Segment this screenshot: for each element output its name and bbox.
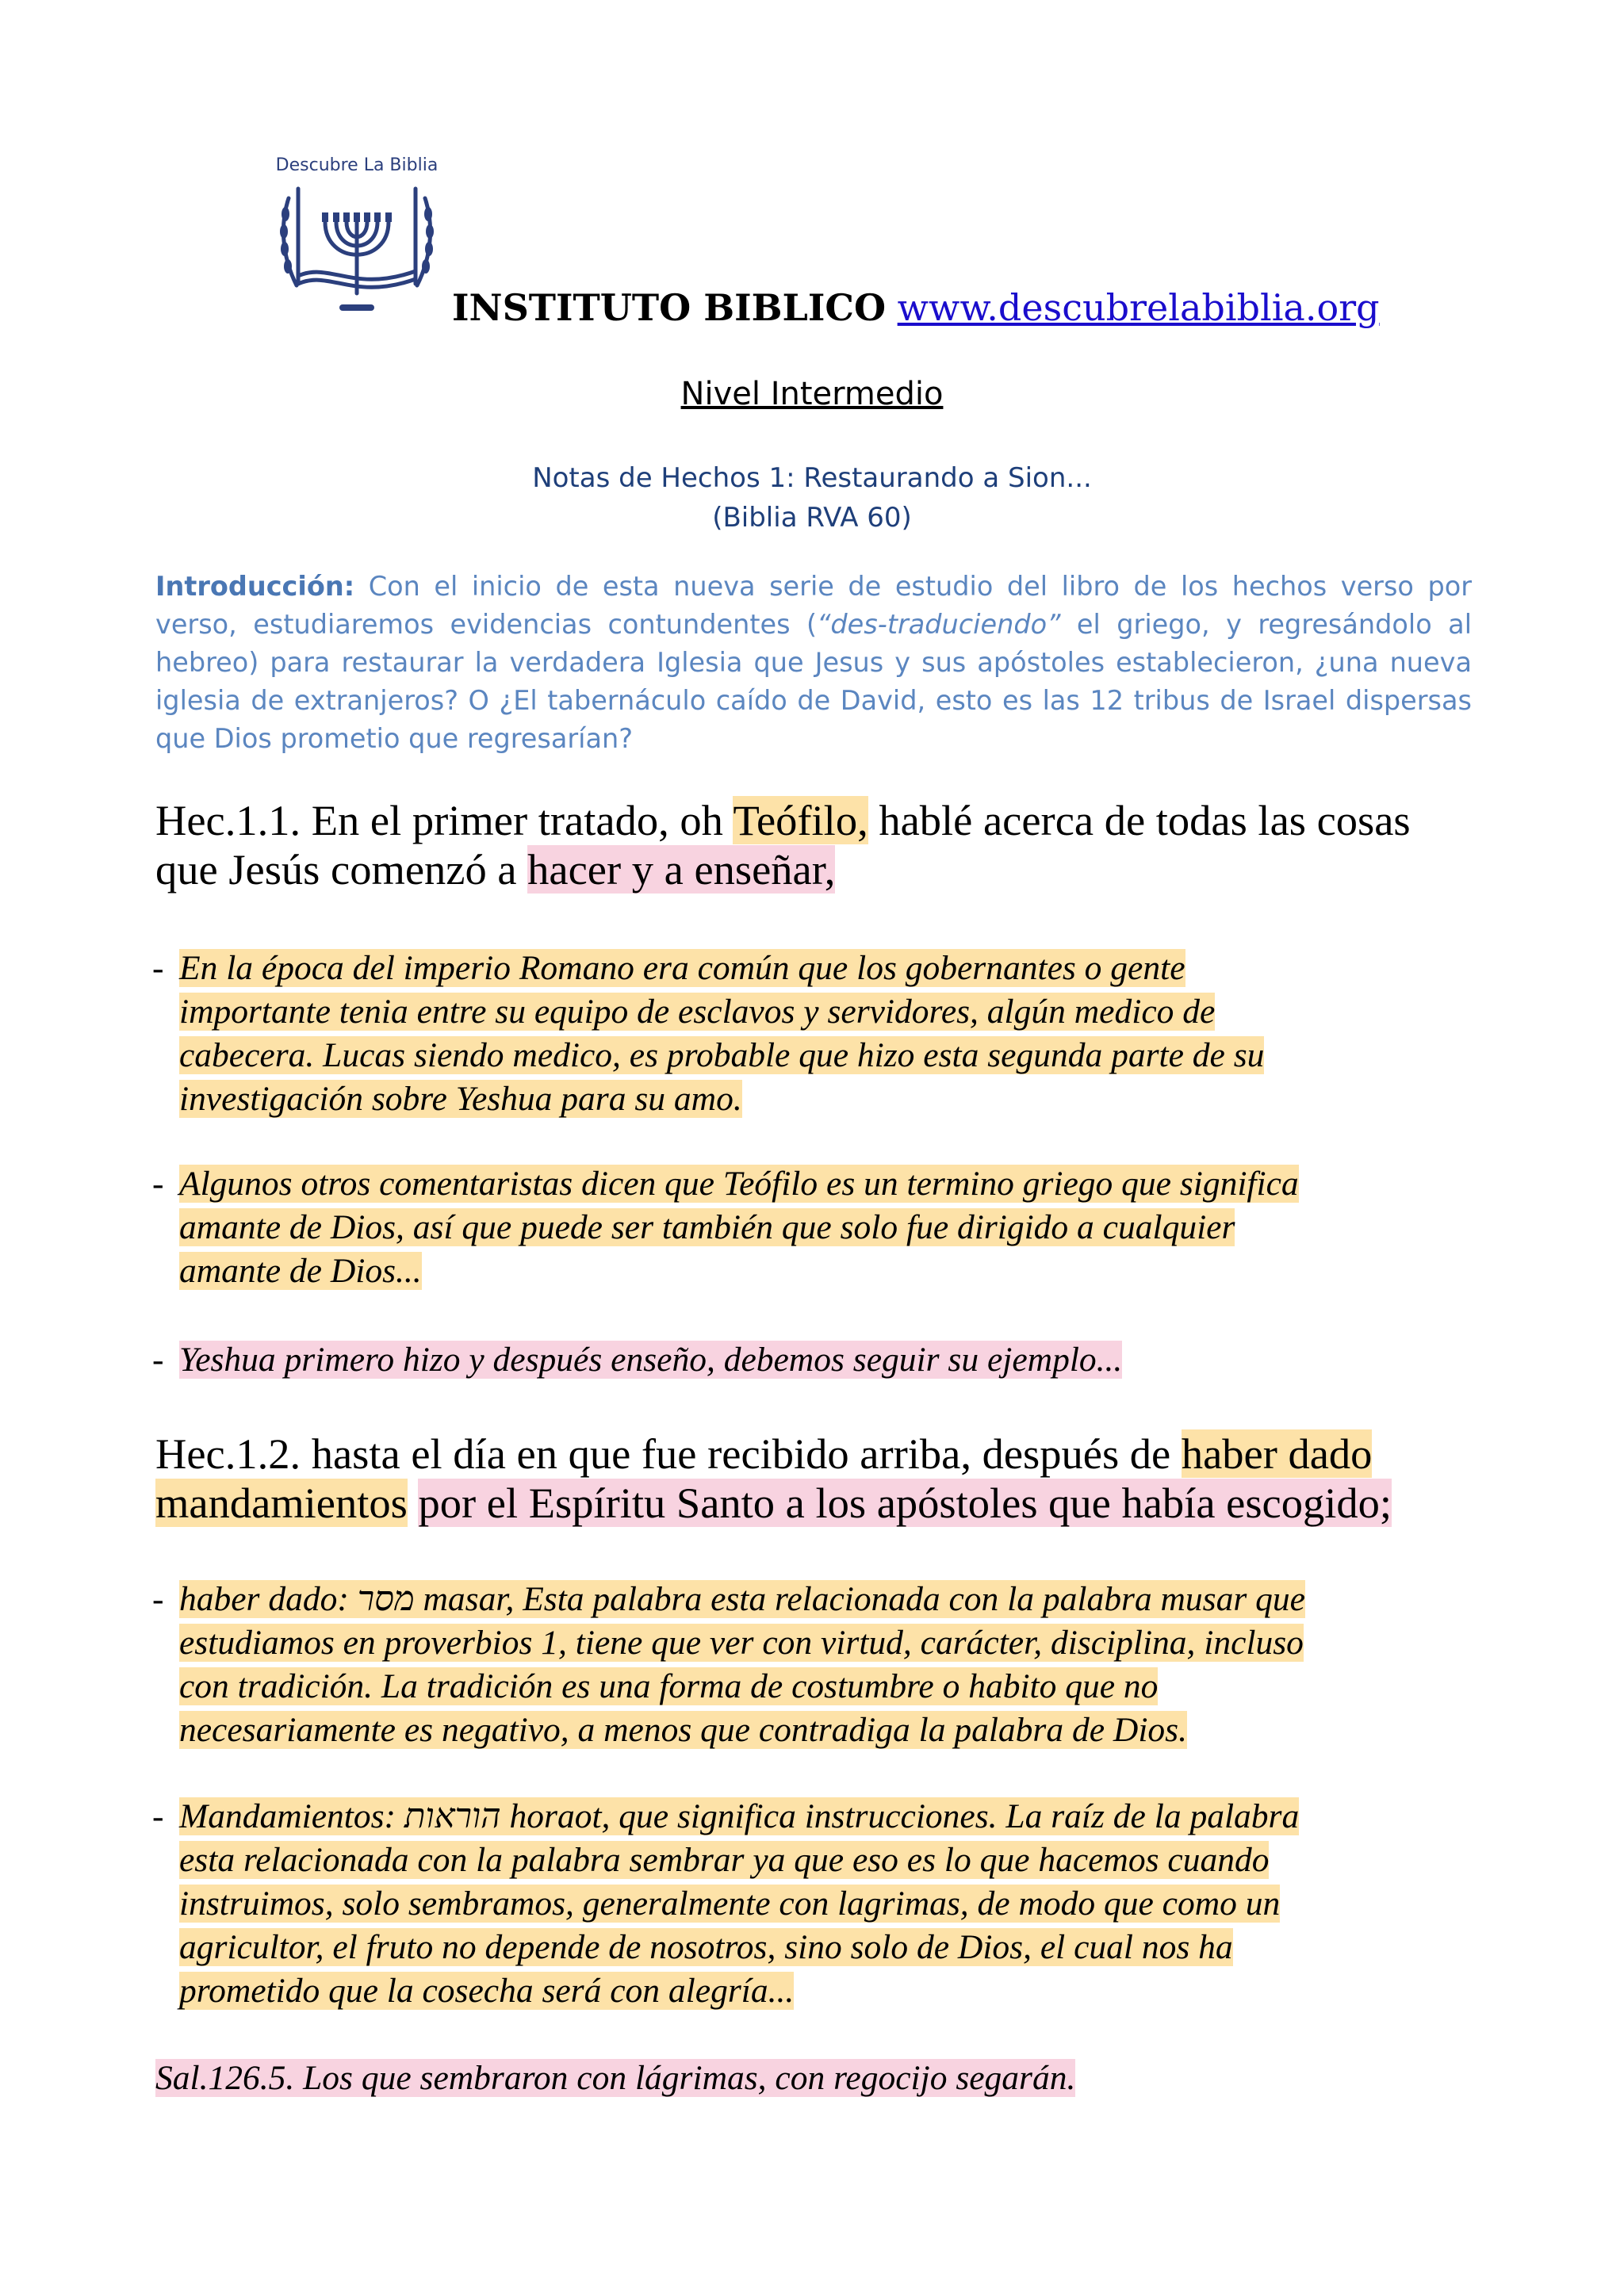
- note-item: [152, 1338, 1516, 1382]
- verse-1-1-text: Hec.1.1. En el primer tratado, oh: [155, 796, 733, 844]
- note-item: [152, 1795, 1516, 2013]
- verse-1-2: [155, 1429, 1503, 1528]
- institute-name: INSTITUTO BIBLICO: [452, 286, 887, 329]
- menorah-scroll-logo-icon: [274, 182, 439, 317]
- psalm-reference-text: Sal.126.5. Los que sembraron con lágrimas, con regocijo segarán.: [155, 2059, 1076, 2097]
- verse-1-1-text: que Jesús comenzó a: [155, 845, 528, 894]
- note-item: [152, 1162, 1516, 1293]
- note-line: cabecera. Lucas siendo medico, es probable que hizo esta segunda parte de su: [179, 1036, 1265, 1074]
- note-item: [152, 947, 1516, 1121]
- note-line: necesariamente es negativo, a menos que contradiga la palabra de Dios.: [179, 1711, 1187, 1749]
- note-line: amante de Dios...: [179, 1252, 422, 1290]
- level-text: Nivel Intermedio: [680, 376, 944, 412]
- note-line: Yeshua primero hizo y después enseño, debemos seguir su ejemplo...: [179, 1341, 1123, 1379]
- verse-1-1: [155, 796, 1503, 894]
- note-item: [152, 1578, 1516, 1752]
- logo-text: Descubre La Biblia: [275, 155, 439, 175]
- intro-label: Introducción:: [155, 571, 355, 602]
- logo: [270, 155, 444, 322]
- note-line: con tradición. La tradición es una forma de costumbre o habito que no: [179, 1667, 1159, 1705]
- note-line: Algunos otros comentaristas dicen que Teófilo es un termino griego que significa: [179, 1165, 1299, 1203]
- note-line: haber dado: מסר masar, Esta palabra esta relacionada con la palabra musar que: [179, 1580, 1305, 1618]
- note-line: investigación sobre Yeshua para su amo.: [179, 1080, 742, 1118]
- highlight-haber-dado: haber dado: [1181, 1429, 1373, 1478]
- note-line: Mandamientos: הוראות horaot, que significa instrucciones. La raíz de la palabra: [179, 1797, 1300, 1835]
- bullet-dash: -: [152, 949, 164, 987]
- bible-version: (Biblia RVA 60): [712, 502, 912, 534]
- website-link[interactable]: www.descubrelabiblia.org: [897, 286, 1380, 329]
- level-heading: [0, 373, 1624, 415]
- intro-text-italic: “des-traduciendo”: [817, 609, 1061, 640]
- highlight-espiritu-santo: por el Espíritu Santo a los apóstoles que había escogido;: [418, 1479, 1392, 1527]
- note-line: amante de Dios, así que puede ser también que solo fue dirigido a cualquier: [179, 1208, 1235, 1246]
- notes-title-block: [0, 458, 1624, 538]
- bullet-dash: -: [152, 1341, 164, 1379]
- bullet-dash: -: [152, 1580, 164, 1618]
- note-line: agricultor, el fruto no depende de nosotros, sino solo de Dios, el cual nos ha: [179, 1928, 1233, 1966]
- highlight-hacer-ensenar: hacer y a enseñar,: [527, 845, 836, 894]
- note-line: importante tenia entre su equipo de esclavos y servidores, algún medico de: [179, 993, 1216, 1031]
- verse-1-2-space: [408, 1479, 419, 1527]
- intro-text-before: Con el inicio de esta nueva serie de estudio del libro de los hechos verso por verso, estudiaremos evidencias contundentes (: [155, 571, 1472, 640]
- note-line: instruimos, solo sembramos, generalmente con lagrimas, de modo que como un: [179, 1885, 1281, 1923]
- psalm-reference: [155, 2057, 1075, 2100]
- notes-title: Notas de Hechos 1: Restaurando a Sion...: [532, 462, 1092, 494]
- note-line: En la época del imperio Romano era común que los gobernantes o gente: [179, 949, 1185, 987]
- introduction-paragraph: [155, 568, 1472, 758]
- verse-1-2-text: Hec.1.2. hasta el día en que fue recibido arriba, después de: [155, 1429, 1182, 1478]
- bullet-dash: -: [152, 1797, 164, 1835]
- note-line: esta relacionada con la palabra sembrar ya que eso es lo que hacemos cuando: [179, 1841, 1270, 1879]
- bullet-dash: -: [152, 1165, 164, 1203]
- highlight-teofilo: Teófilo,: [733, 796, 868, 844]
- title-line: [452, 284, 1380, 331]
- note-line: prometido que la cosecha será con alegría...: [179, 1972, 795, 2010]
- intro-text-after: el griego, y regresándolo al hebreo) para restaurar la verdadera Iglesia que Jesus y sus apóstoles establecieron, ¿una nueva iglesia de extranjeros? O ¿El tabernáculo caído de David, esto es las 12 tribus de Israel dispersas que Dios prometio que regresarían?: [155, 609, 1472, 754]
- highlight-mandamientos: mandamientos: [155, 1479, 408, 1527]
- note-line: estudiamos en proverbios 1, tiene que ver con virtud, carácter, disciplina, incluso: [179, 1624, 1304, 1662]
- verse-1-1-text: hablé acerca de todas las cosas: [868, 796, 1411, 844]
